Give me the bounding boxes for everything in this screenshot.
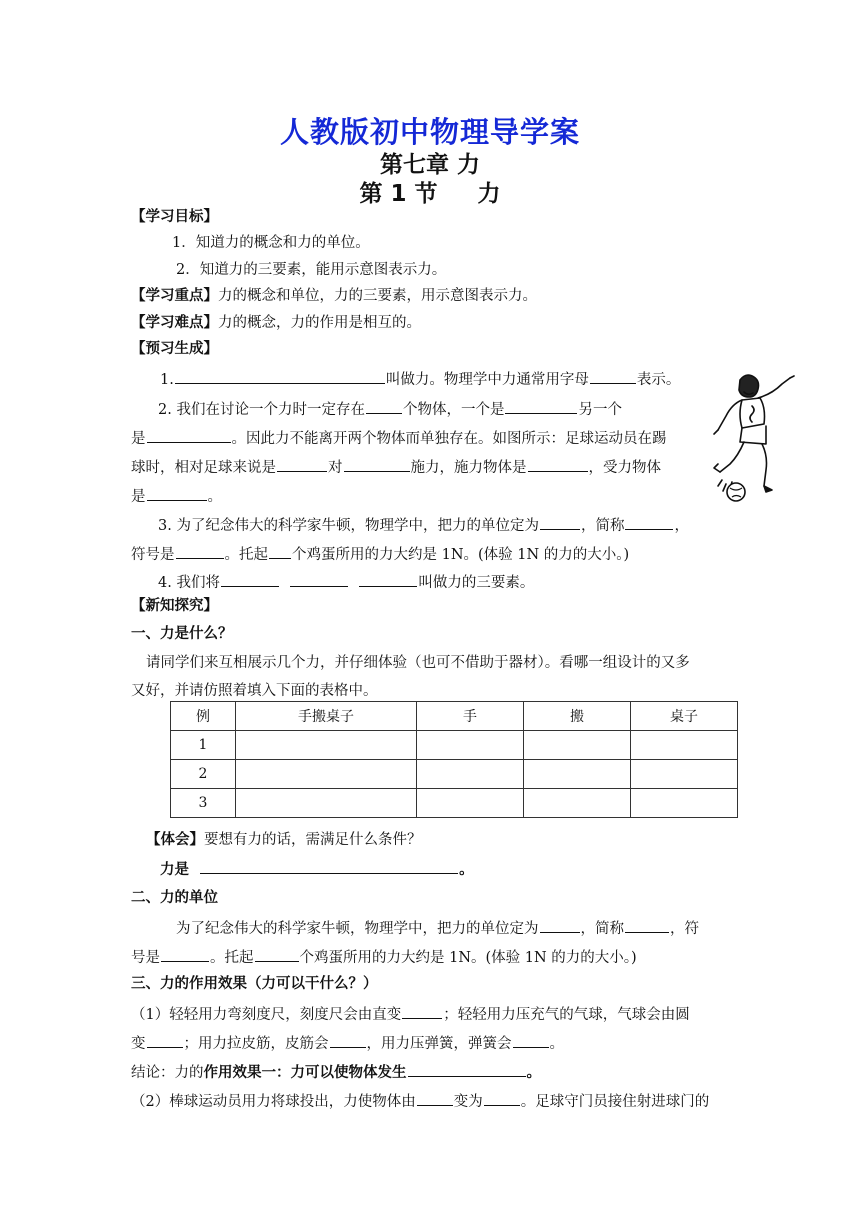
fill-blank[interactable] bbox=[417, 1090, 453, 1106]
force-examples-table bbox=[170, 701, 738, 818]
fill-blank[interactable] bbox=[625, 514, 673, 530]
table-cell-input[interactable] bbox=[524, 789, 631, 818]
fill-blank[interactable] bbox=[221, 571, 279, 587]
table-header-cell: 桌子 bbox=[631, 702, 738, 731]
table-cell-input[interactable] bbox=[236, 789, 417, 818]
preview-q3-line1: 3. 为了纪念伟大的科学家牛顿，物理学中，把力的单位定为 ，简称 ， bbox=[158, 514, 689, 536]
insight-line bbox=[146, 830, 422, 850]
goal-item: 1．知道力的概念和力的单位。 bbox=[172, 235, 370, 251]
fill-blank[interactable] bbox=[147, 427, 231, 443]
fill-blank[interactable] bbox=[402, 1003, 442, 1019]
table-cell-input[interactable] bbox=[524, 731, 631, 760]
table-header-cell: 手 bbox=[417, 702, 524, 731]
row-number: 3 bbox=[171, 789, 236, 818]
table-header-row bbox=[171, 702, 738, 731]
table-cell-input[interactable] bbox=[236, 760, 417, 789]
row-number: 1 bbox=[171, 731, 236, 760]
focus-heading: 【学习重点】 bbox=[131, 288, 218, 304]
fill-blank[interactable] bbox=[175, 368, 385, 384]
table-cell-input[interactable] bbox=[631, 760, 738, 789]
fill-blank[interactable] bbox=[505, 398, 577, 414]
focus-line bbox=[131, 286, 537, 306]
fill-blank[interactable] bbox=[147, 1032, 183, 1048]
table-cell-input[interactable] bbox=[417, 731, 524, 760]
section-title: 第 1 节 力 bbox=[359, 181, 501, 207]
fill-blank[interactable] bbox=[366, 398, 402, 414]
fill-blank[interactable] bbox=[255, 946, 299, 962]
explore-heading: 【新知探究】 bbox=[131, 598, 218, 614]
page-title: 人教版初中物理导学案 bbox=[279, 115, 580, 149]
fill-blank[interactable] bbox=[290, 571, 348, 587]
fill-blank[interactable] bbox=[540, 917, 580, 933]
insight-label: 【体会】 bbox=[146, 832, 204, 848]
section-3-line1: （1）轻轻用力弯刻度尺，刻度尺会由直变 ；轻轻用力压充气的气球，气球会由圆 bbox=[131, 1003, 690, 1025]
difficulty-text: 力的概念，力的作用是相互的。 bbox=[218, 315, 421, 331]
section-3-line2: 变 ；用力拉皮筋，皮筋会 ，用力压弹簧，弹簧会 。 bbox=[131, 1032, 564, 1054]
fill-blank[interactable] bbox=[528, 456, 588, 472]
section-3-line3: （2）棒球运动员用力将球投出，力使物体由 变为 。足球守门员接住射进球门的 bbox=[131, 1090, 709, 1112]
table-header-cell: 搬 bbox=[524, 702, 631, 731]
difficulty-line bbox=[131, 313, 421, 333]
insight-text: 要想有力的话，需满足什么条件？ bbox=[204, 832, 422, 848]
preview-q2-line3: 球时，相对足球来说是 对 施力，施力物体是 ，受力物体 bbox=[131, 456, 661, 478]
fill-blank[interactable] bbox=[147, 485, 207, 501]
table-cell-input[interactable] bbox=[417, 760, 524, 789]
section-1-para: 又好，并请仿照着填入下面的表格中。 bbox=[131, 683, 378, 699]
preview-q2-line1: 2. 我们在讨论一个力时一定存在 个物体，一个是 另一个 bbox=[158, 398, 622, 420]
fill-blank[interactable] bbox=[625, 917, 669, 933]
table-row bbox=[171, 760, 738, 789]
goal-item: 2．知道力的三要素，能用示意图表示力。 bbox=[176, 262, 447, 278]
fill-blank[interactable] bbox=[344, 456, 410, 472]
soccer-player-illustration bbox=[706, 370, 798, 510]
section-3-heading: 三、力的作用效果（力可以干什么？） bbox=[131, 976, 378, 992]
fill-blank[interactable] bbox=[590, 368, 636, 384]
goals-heading: 【学习目标】 bbox=[131, 209, 218, 225]
fill-blank[interactable] bbox=[540, 514, 580, 530]
preview-q2-line2: 是 。因此力不能离开两个物体而单独存在。如图所示：足球运动员在踢 bbox=[131, 427, 667, 449]
preview-heading: 【预习生成】 bbox=[131, 341, 218, 357]
section-2-line1: 为了纪念伟大的科学家牛顿，物理学中，把力的单位定为 ，简称 ，符 bbox=[176, 917, 699, 939]
fill-blank[interactable] bbox=[176, 543, 224, 559]
preview-q1: 1. 叫做力。物理学中力通常用字母 表示。 bbox=[160, 368, 680, 390]
table-cell-input[interactable] bbox=[631, 789, 738, 818]
section-2-line2: 号是 。托起 个鸡蛋所用的力大约是 1N。(体验 1N 的力的大小。) bbox=[131, 946, 637, 968]
section-3-conclusion: 结论：力的作用效果一：力可以使物体发生 。 bbox=[131, 1061, 541, 1083]
fill-blank[interactable] bbox=[484, 1090, 520, 1106]
difficulty-heading: 【学习难点】 bbox=[131, 315, 218, 331]
section-1-para: 请同学们来互相展示几个力，并仔细体验（也可不借助于器材）。看哪一组设计的又多 bbox=[146, 655, 690, 671]
preview-q2-line4: 是 。 bbox=[131, 485, 222, 507]
table-cell-input[interactable] bbox=[631, 731, 738, 760]
fill-blank[interactable] bbox=[513, 1032, 549, 1048]
chapter-title: 第七章 力 bbox=[379, 152, 480, 178]
table-cell-input[interactable] bbox=[524, 760, 631, 789]
fill-blank[interactable] bbox=[408, 1061, 526, 1077]
fill-blank[interactable] bbox=[269, 543, 291, 559]
table-cell-input[interactable] bbox=[236, 731, 417, 760]
table-row bbox=[171, 731, 738, 760]
table-row bbox=[171, 789, 738, 818]
fill-blank[interactable] bbox=[161, 946, 209, 962]
section-1-heading: 一、力是什么？ bbox=[131, 626, 233, 642]
fill-blank[interactable] bbox=[359, 571, 417, 587]
preview-q4: 4. 我们将 叫做力的三要素。 bbox=[158, 571, 534, 593]
table-header-cell: 手搬桌子 bbox=[236, 702, 417, 731]
preview-q3-line2: 符号是 。托起 个鸡蛋所用的力大约是 1N。(体验 1N 的力的大小。) bbox=[131, 543, 629, 565]
focus-text: 力的概念和单位，力的三要素，用示意图表示力。 bbox=[218, 288, 537, 304]
fill-blank[interactable] bbox=[277, 456, 327, 472]
force-definition-line: 力是 。 bbox=[160, 858, 474, 880]
table-header-cell: 例 bbox=[171, 702, 236, 731]
fill-blank[interactable] bbox=[200, 858, 458, 874]
row-number: 2 bbox=[171, 760, 236, 789]
section-2-heading: 二、力的单位 bbox=[131, 890, 218, 906]
table-cell-input[interactable] bbox=[417, 789, 524, 818]
fill-blank[interactable] bbox=[330, 1032, 366, 1048]
